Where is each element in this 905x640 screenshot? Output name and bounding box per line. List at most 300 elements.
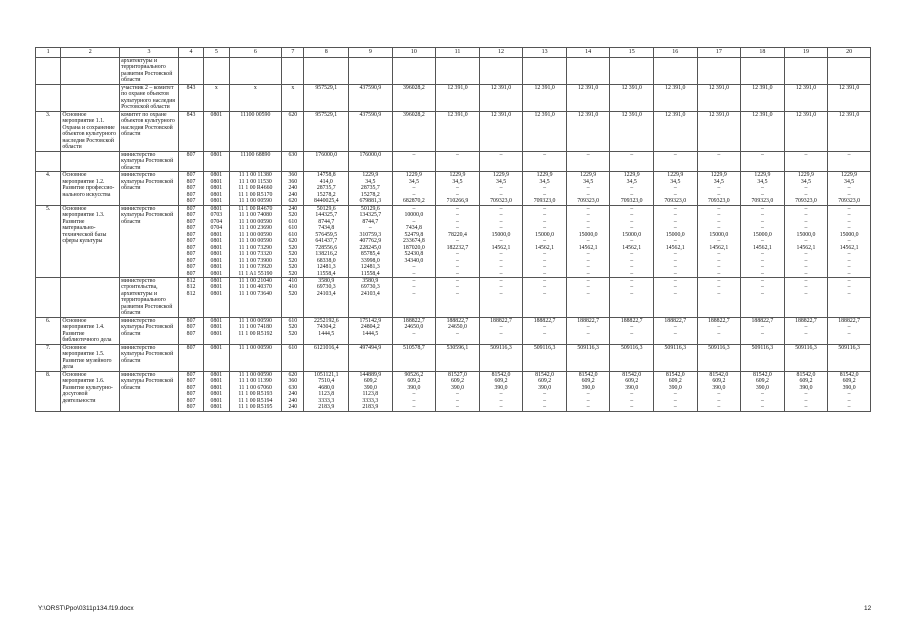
value-cell [479,371,523,411]
value-line: 34,5 [670,178,681,185]
value-line: 1229,9 [667,172,684,179]
value-line: – [630,324,634,331]
value-line: 0801 [210,404,223,411]
value-line: – [804,251,808,258]
executor-name: министерство строительства, архитектуры и территориального развития Ростовской области [120,277,179,317]
value-cell [741,371,785,411]
value-line: 390,0 [668,384,682,391]
value-line: 240 [288,391,298,398]
value-line: – [630,185,634,192]
column-number: 6 [229,48,282,58]
value-cell: – [784,151,828,171]
value-cell [523,277,567,317]
value-line: 709323,0 [707,198,730,205]
value-line: 812 [186,277,196,284]
value-line: – [412,205,416,212]
value-line: 11 1 00 00590 [238,231,272,238]
value-cell: 957529,1 [304,111,349,151]
value-line: 11 1 00 00590 [238,198,272,205]
value-line: 28735,7 [360,185,380,192]
value-line: – [630,404,634,411]
value-cell: 396028,2 [392,111,436,151]
value-line: – [673,391,677,398]
csr-code: х [229,84,282,111]
value-line: – [760,251,764,258]
value-line: – [499,397,503,404]
value-line: 11 1 00 74080 [238,212,272,219]
value-cell: 12 391,0 [479,111,523,151]
value-line: – [673,404,677,411]
value-line: – [630,212,634,219]
value-line: – [586,397,590,404]
value-line: 0801 [210,172,223,179]
value-line: 81542,0 [622,371,642,378]
value-line: 188822,7 [403,317,425,324]
value-line: – [717,238,721,245]
value-cell [392,277,436,317]
value-cell [436,205,480,277]
value-line: 682870,2 [403,198,425,205]
value-line: 74304,2 [316,324,336,331]
executor-name: министерство культуры Ростовской области [120,205,179,277]
value-line: – [673,264,677,271]
value-line: – [760,191,764,198]
value-cell [229,317,282,344]
value-line: 3580,9 [362,277,379,284]
value-line: 3333,3 [318,397,335,404]
value-line: 1229,9 [754,172,771,179]
value-line: – [456,397,459,404]
value-line: 144889,9 [359,371,382,378]
value-cell: 509116,3 [741,344,785,371]
value-line: – [586,264,590,271]
table-body [36,58,871,412]
value-line: 240 [288,185,298,192]
value-cell: 509116,3 [523,344,567,371]
value-line: 709323,0 [620,198,643,205]
grbs-code: 807 [178,344,203,371]
event-name: Основное мероприятие 1.2. Развитие профессио-нального искусства [61,172,120,205]
value-line: – [499,218,503,225]
value-line: – [760,238,764,245]
value-line: – [456,284,459,291]
value-line: 50129,6 [360,205,380,212]
value-line: 7510,4 [318,378,335,385]
value-line: 69730,3 [316,284,336,291]
value-line: – [717,225,721,232]
value-line: 2252192,6 [313,317,339,324]
value-line: – [456,264,459,271]
value-line: 0801 [210,257,223,264]
value-line: – [673,270,677,277]
value-cell: 12 391,0 [610,84,654,111]
value-line: 610 [288,218,298,225]
column-number: 18 [741,48,785,58]
value-line: 1229,9 [580,172,597,179]
value-line: – [804,270,808,277]
value-line: 0801 [210,284,223,291]
value-line: 807 [186,317,196,324]
value-line: 310759,3 [359,231,382,238]
value-line: – [804,257,808,264]
value-line: – [760,391,764,398]
value-line: 228245,0 [359,244,382,251]
value-line: – [412,284,416,291]
value-line: – [543,391,547,398]
value-line: 11 1 00 R5170 [238,191,273,198]
value-cell: 12 391,0 [784,111,828,151]
value-line: 520 [288,212,298,219]
value-cell [304,277,349,317]
value-line: 520 [288,251,298,258]
value-line: 14562,1 [535,244,555,251]
value-line: 15278,2 [316,191,336,198]
value-cell [392,172,436,205]
value-line: 807 [186,324,196,331]
value-line: 0801 [210,270,223,277]
value-line: – [456,238,459,245]
value-line: 233674,8 [403,238,425,245]
value-line: 390,0 [755,384,769,391]
column-number: 11 [436,48,480,58]
value-line: – [456,251,459,258]
value-line: – [543,225,547,232]
value-cell [204,371,229,411]
value-cell [697,205,741,277]
value-line: – [586,238,590,245]
value-line: – [717,397,721,404]
value-line: – [760,270,764,277]
value-line: – [673,218,677,225]
value-cell: 12 391,0 [436,84,480,111]
value-line: – [456,330,459,337]
value-line: 1051121,1 [314,371,339,378]
value-cell [178,172,203,205]
value-line: 11 1 00 R5194 [238,397,273,404]
value-line: 0801 [210,384,223,391]
value-line: 390,0 [712,384,726,391]
value-line: – [804,185,808,192]
value-cell [349,58,393,85]
value-line: 11 1 00 00590 [238,238,272,245]
value-line: 7434,8 [318,225,335,232]
value-line: – [586,330,590,337]
value-line: 609,2 [625,378,639,385]
value-line: 90526,2 [404,371,424,378]
value-line: 144325,7 [315,212,338,219]
value-cell [784,371,828,411]
value-cell: 12 391,0 [566,84,610,111]
value-line: 11 1 00 23690 [238,225,272,232]
value-line: 78220,4 [448,231,467,238]
value-line: 11558,4 [361,270,380,277]
value-line: – [804,391,808,398]
value-line: 620 [288,371,298,378]
value-line: 188822,7 [577,317,600,324]
value-line: 11 1 00 R5195 [238,404,273,411]
value-line: – [804,404,808,411]
value-line: 11 1 00 21040 [238,277,272,284]
value-cell [610,58,654,85]
value-line: – [717,212,721,219]
value-line: 81542,0 [578,371,598,378]
value-line: – [412,218,416,225]
value-cell: 12 391,0 [697,84,741,111]
value-line: – [543,238,547,245]
value-line: 15000,0 [752,231,772,238]
value-line: 609,2 [407,378,421,385]
value-line: 34,5 [408,178,419,185]
value-cell: – [741,151,785,171]
value-cell: 12 391,0 [654,84,698,111]
value-line: 188822,7 [751,317,774,324]
table-row [36,84,871,111]
value-line: 10000,0 [404,212,424,219]
value-line: – [412,404,416,411]
value-line: – [760,277,764,284]
value-cell [349,277,393,317]
value-line: 609,2 [712,378,726,385]
value-line: 1444,5 [318,330,335,337]
value-cell [436,371,480,411]
value-line: – [847,251,851,258]
value-line: 11 1 00 73320 [238,251,272,258]
value-cell: – [654,151,698,171]
rz-code: х [204,84,229,111]
value-line: 812 [186,290,196,297]
event-name [61,277,120,317]
value-line: 576459,5 [315,231,338,238]
value-cell: 510578,7 [392,344,436,371]
value-line: – [543,290,547,297]
value-line: 709323,0 [533,198,556,205]
value-line: – [760,257,764,264]
value-line: – [717,264,721,271]
value-cell [654,172,698,205]
value-line: – [717,277,721,284]
value-line: 14562,1 [622,244,642,251]
value-line: – [847,191,851,198]
value-line: 81542,0 [796,371,816,378]
value-line: 182232,7 [446,244,469,251]
value-cell [784,58,828,85]
value-line: 81542,0 [491,371,511,378]
vr-code: х [282,84,304,111]
grbs-code [178,58,203,85]
vr-code: 620 [282,111,304,151]
value-line: – [847,264,851,271]
value-cell [828,371,871,411]
value-line: 679881,3 [359,198,382,205]
value-cell: – [436,151,480,171]
value-line: 188822,7 [795,317,817,324]
value-line: 520 [288,257,298,264]
value-line: 52479,8 [404,231,424,238]
table-row [36,58,871,85]
value-line: 390,0 [450,384,464,391]
value-line: 34,5 [539,178,550,185]
value-line: – [847,391,851,398]
value-line: 1229,9 [797,172,814,179]
value-cell [828,58,871,85]
column-number: 13 [523,48,567,58]
value-cell: – [566,151,610,171]
value-line: – [673,205,677,212]
column-number: 15 [610,48,654,58]
value-line: 1229,9 [449,172,466,179]
value-line: – [717,404,721,411]
value-cell [479,205,523,277]
value-line: 807 [186,378,196,385]
value-cell [610,172,654,205]
value-line: 390,0 [363,384,377,391]
table-row [36,317,871,344]
value-cell [523,371,567,411]
value-line: – [847,270,851,277]
value-line: – [456,277,459,284]
value-line: 0703 [210,212,223,219]
value-line: 390,0 [799,384,813,391]
value-cell: 396028,2 [392,84,436,111]
value-line: 188822,7 [533,317,556,324]
row-number [36,84,61,111]
value-cell: 509116,3 [479,344,523,371]
value-line: 0801 [210,330,223,337]
value-line: 2183,9 [362,404,379,411]
value-cell [523,172,567,205]
value-line: – [804,324,808,331]
value-cell [229,172,282,205]
value-cell [828,277,871,317]
value-line: 0801 [210,205,223,212]
value-line: 2183,9 [318,404,335,411]
rz-code: 0801 [204,151,229,171]
value-line: – [630,397,634,404]
value-line: 807 [186,205,196,212]
value-line: – [543,191,547,198]
value-line: – [673,225,677,232]
value-line: – [543,270,547,277]
value-cell: 957529,1 [304,84,349,111]
value-line: – [499,404,503,411]
value-cell [479,317,523,344]
vr-code [282,58,304,85]
value-line: 390,0 [494,384,508,391]
value-line: 609,2 [494,378,508,385]
value-line: 11 1 00 73920 [238,264,272,271]
value-cell [566,277,610,317]
value-cell [229,277,282,317]
value-line: – [673,212,677,219]
value-line: – [543,277,547,284]
value-cell [229,371,282,411]
value-cell [654,371,698,411]
value-line: 620 [288,198,298,205]
column-number: 20 [828,48,871,58]
value-line: – [847,284,851,291]
value-line: 34,5 [800,178,812,185]
value-line: – [586,391,590,398]
value-line: 609,2 [842,378,856,385]
value-line: – [760,264,764,271]
value-cell [282,371,304,411]
value-line: 0801 [210,191,223,198]
value-cell: 12 391,0 [741,84,785,111]
value-line: – [630,270,634,277]
value-line: 1229,9 [362,172,379,179]
value-line: – [630,277,634,284]
value-line: – [847,404,851,411]
value-line: – [412,270,416,277]
value-line: 81542,0 [752,371,772,378]
column-number: 8 [304,48,349,58]
value-line: – [717,218,721,225]
value-line: 609,2 [581,378,595,385]
value-cell [304,58,349,85]
column-number: 3 [120,48,179,58]
value-line: 0801 [210,391,223,398]
value-line: 34,5 [495,178,507,185]
table-row [36,277,871,317]
value-line: – [586,225,590,232]
value-line: – [499,225,503,232]
value-cell: 497494,9 [349,344,393,371]
value-line: – [586,251,590,258]
value-line: 610 [288,317,298,324]
value-line: 1123,8 [362,391,379,398]
value-line: 407762,9 [359,238,382,245]
value-line: 1444,5 [362,330,379,337]
value-cell [282,172,304,205]
value-line: 11558,4 [316,270,336,277]
value-line: 11 1 A1 55190 [238,270,273,277]
value-line: – [760,205,764,212]
value-cell [204,277,229,317]
value-cell [282,205,304,277]
event-name [61,84,120,111]
event-name: Основное мероприятие 1.5. Развитие музейного дела [61,344,120,371]
value-line: 3580,9 [318,277,335,284]
value-line: 807 [186,244,196,251]
value-line: – [673,324,677,331]
row-number: 5. [36,205,61,277]
value-line: 11 1 00 00590 [238,317,272,324]
value-line: 33998,0 [360,257,380,264]
value-cell [178,317,203,344]
value-line: 360 [288,378,298,385]
value-line: – [412,397,416,404]
value-line: – [499,284,503,291]
value-line: 14562,1 [665,244,685,251]
value-line: – [847,218,851,225]
value-line: – [760,397,764,404]
value-line: – [760,185,764,192]
value-cell [304,371,349,411]
value-cell [349,371,393,411]
value-line: 11 1 00 73900 [238,257,272,264]
value-cell [436,317,480,344]
value-line: 1229,9 [493,172,509,179]
value-line: – [673,185,677,192]
event-name: Основное мероприятие 1.6. Развитие культурно-досуговой деятельности [61,371,120,411]
value-line: 15000,0 [491,231,511,238]
column-number: 2 [61,48,120,58]
value-line: 1229,9 [710,172,727,179]
value-line: – [412,290,416,297]
value-cell [610,371,654,411]
value-line: – [847,397,851,404]
value-line: 240 [288,205,298,212]
